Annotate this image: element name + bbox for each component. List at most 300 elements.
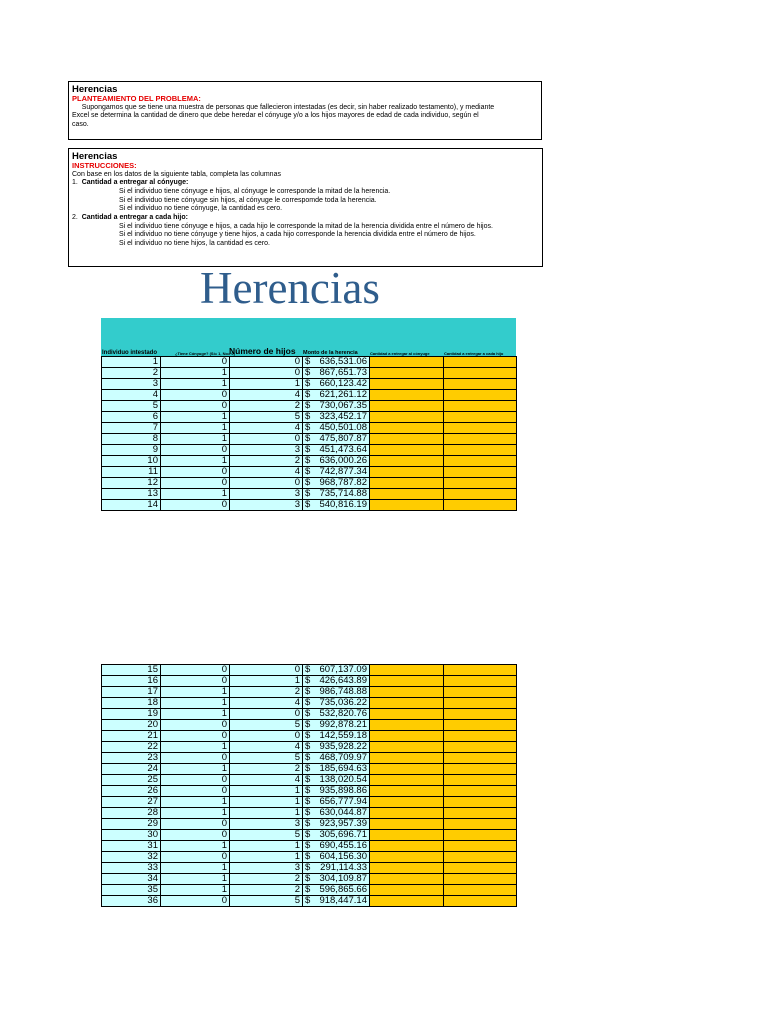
cell-cantidad-hijo[interactable] [444, 841, 517, 852]
cell-individuo[interactable]: 29 [102, 819, 161, 830]
cell-hijos[interactable]: 1 [230, 852, 303, 863]
cell-cantidad-hijo[interactable] [444, 412, 517, 423]
cell-cantidad-conyuge[interactable] [370, 863, 444, 874]
cell-individuo[interactable]: 24 [102, 764, 161, 775]
instructions-box-title: Herencias [72, 151, 118, 162]
item-1-line: Si el individuo tiene cónyuge e hijos, al cónyuge le corresponde la mitad de la herencia. [119, 187, 391, 195]
cell-monto[interactable] [303, 456, 370, 467]
cell-hijos[interactable]: 1 [230, 841, 303, 852]
cell-monto[interactable] [303, 720, 370, 731]
cell-cantidad-hijo[interactable] [444, 808, 517, 819]
cell-individuo[interactable]: 14 [102, 500, 161, 511]
cell-cantidad-conyuge[interactable] [370, 368, 444, 379]
cell-cantidad-hijo[interactable] [444, 467, 517, 478]
amount-value: 636,000.26 [319, 455, 367, 466]
cell-monto[interactable] [303, 885, 370, 896]
cell-individuo[interactable]: 25 [102, 775, 161, 786]
cell-conyuge[interactable]: 0 [161, 467, 230, 478]
cell-monto[interactable] [303, 797, 370, 808]
item-2-label: Cantidad a entregar a cada hijo: [81, 214, 188, 222]
cell-hijos[interactable]: 3 [230, 445, 303, 456]
cell-conyuge[interactable]: 0 [161, 819, 230, 830]
cell-hijos[interactable]: 0 [230, 731, 303, 742]
cell-conyuge[interactable]: 0 [161, 786, 230, 797]
cell-monto[interactable] [303, 478, 370, 489]
table-row [102, 489, 517, 500]
cell-cantidad-conyuge[interactable] [370, 676, 444, 687]
cell-cantidad-hijo[interactable] [444, 665, 517, 676]
cell-monto[interactable] [303, 896, 370, 907]
currency-symbol: $ [305, 400, 311, 411]
instructions-intro: Con base en los datos de la siguiente tabla, completa las columnas [72, 170, 281, 178]
cell-cantidad-conyuge[interactable] [370, 830, 444, 841]
cell-cantidad-conyuge[interactable] [370, 709, 444, 720]
cell-hijos[interactable]: 4 [230, 742, 303, 753]
amount-value: 867,651.73 [319, 367, 367, 378]
cell-cantidad-hijo[interactable] [444, 797, 517, 808]
cell-hijos[interactable]: 2 [230, 456, 303, 467]
cell-conyuge[interactable]: 1 [161, 698, 230, 709]
cell-individuo[interactable]: 15 [102, 665, 161, 676]
cell-cantidad-hijo[interactable] [444, 390, 517, 401]
cell-conyuge[interactable]: 1 [161, 423, 230, 434]
cell-cantidad-conyuge[interactable] [370, 753, 444, 764]
amount-value: 656,777.94 [319, 796, 367, 807]
cell-individuo[interactable]: 8 [102, 434, 161, 445]
cell-conyuge[interactable]: 0 [161, 665, 230, 676]
cell-individuo[interactable]: 34 [102, 874, 161, 885]
currency-symbol: $ [305, 389, 311, 400]
cell-hijos[interactable]: 1 [230, 786, 303, 797]
table-row [102, 445, 517, 456]
cell-monto[interactable] [303, 368, 370, 379]
amount-value: 304,109.87 [319, 873, 367, 884]
cell-conyuge[interactable]: 1 [161, 412, 230, 423]
currency-symbol: $ [305, 708, 311, 719]
cell-cantidad-hijo[interactable] [444, 874, 517, 885]
amount-value: 730,067.35 [319, 400, 367, 411]
cell-hijos[interactable]: 4 [230, 390, 303, 401]
table-row [102, 819, 517, 830]
currency-symbol: $ [305, 466, 311, 477]
header-hijos: Número de hijos [229, 346, 296, 356]
currency-symbol: $ [305, 499, 311, 510]
amount-value: 935,928.22 [319, 741, 367, 752]
cell-conyuge[interactable]: 0 [161, 401, 230, 412]
cell-conyuge[interactable]: 1 [161, 797, 230, 808]
cell-individuo[interactable]: 17 [102, 687, 161, 698]
amount-value: 323,452.17 [319, 411, 367, 422]
cell-individuo[interactable]: 26 [102, 786, 161, 797]
cell-monto[interactable] [303, 698, 370, 709]
cell-cantidad-hijo[interactable] [444, 379, 517, 390]
cell-individuo[interactable]: 30 [102, 830, 161, 841]
table-row [102, 720, 517, 731]
table-row [102, 709, 517, 720]
cell-hijos[interactable]: 5 [230, 753, 303, 764]
table-row [102, 390, 517, 401]
cell-cantidad-hijo[interactable] [444, 863, 517, 874]
cell-cantidad-conyuge[interactable] [370, 665, 444, 676]
cell-individuo[interactable]: 23 [102, 753, 161, 764]
cell-conyuge[interactable]: 0 [161, 478, 230, 489]
cell-monto[interactable] [303, 863, 370, 874]
cell-monto[interactable] [303, 357, 370, 368]
cell-cantidad-conyuge[interactable] [370, 841, 444, 852]
table-row [102, 753, 517, 764]
cell-individuo[interactable]: 21 [102, 731, 161, 742]
cell-conyuge[interactable]: 0 [161, 830, 230, 841]
cell-hijos[interactable]: 2 [230, 764, 303, 775]
cell-monto[interactable] [303, 467, 370, 478]
item-2-line: Si el individuo tiene cónyuge e hijos, a cada hijo le corresponde la mitad de la herencia dividida entre el número de hijos. [119, 222, 493, 230]
problem-line-2: Excel se determina la cantidad de dinero que debe heredar el cónyuge y/o a los hijos mayores de edad de cada individuo, según el [72, 112, 479, 120]
table-row [102, 852, 517, 863]
cell-hijos[interactable]: 0 [230, 478, 303, 489]
cell-cantidad-conyuge[interactable] [370, 896, 444, 907]
cell-cantidad-hijo[interactable] [444, 423, 517, 434]
cell-monto[interactable] [303, 841, 370, 852]
cell-individuo[interactable]: 33 [102, 863, 161, 874]
currency-symbol: $ [305, 741, 311, 752]
cell-conyuge[interactable]: 0 [161, 731, 230, 742]
cell-cantidad-conyuge[interactable] [370, 742, 444, 753]
header-conyuge: ¿Tiene Cónyuge? (Sí= 1, No= 0) [175, 351, 235, 356]
cell-cantidad-hijo[interactable] [444, 687, 517, 698]
cell-hijos[interactable]: 0 [230, 434, 303, 445]
cell-individuo[interactable]: 12 [102, 478, 161, 489]
currency-symbol: $ [305, 367, 311, 378]
amount-value: 621,261.12 [319, 389, 367, 400]
cell-hijos[interactable]: 2 [230, 885, 303, 896]
table-row [102, 808, 517, 819]
cell-cantidad-hijo[interactable] [444, 368, 517, 379]
amount-value: 935,898.86 [319, 785, 367, 796]
cell-cantidad-hijo[interactable] [444, 819, 517, 830]
cell-monto[interactable] [303, 401, 370, 412]
cell-cantidad-hijo[interactable] [444, 742, 517, 753]
amount-value: 291,114.33 [320, 862, 367, 873]
cell-cantidad-hijo[interactable] [444, 764, 517, 775]
cell-monto[interactable] [303, 808, 370, 819]
cell-cantidad-conyuge[interactable] [370, 698, 444, 709]
cell-cantidad-hijo[interactable] [444, 786, 517, 797]
cell-individuo[interactable]: 6 [102, 412, 161, 423]
cell-monto[interactable] [303, 379, 370, 390]
cell-cantidad-hijo[interactable] [444, 357, 517, 368]
cell-cantidad-hijo[interactable] [444, 445, 517, 456]
cell-hijos[interactable]: 5 [230, 412, 303, 423]
currency-symbol: $ [305, 829, 311, 840]
cell-conyuge[interactable]: 0 [161, 357, 230, 368]
cell-individuo[interactable]: 22 [102, 742, 161, 753]
cell-individuo[interactable]: 1 [102, 357, 161, 368]
cell-monto[interactable] [303, 423, 370, 434]
cell-hijos[interactable]: 3 [230, 819, 303, 830]
cell-monto[interactable] [303, 434, 370, 445]
cell-monto[interactable] [303, 709, 370, 720]
cell-conyuge[interactable]: 0 [161, 676, 230, 687]
cell-cantidad-conyuge[interactable] [370, 786, 444, 797]
cell-cantidad-conyuge[interactable] [370, 412, 444, 423]
cell-conyuge[interactable]: 1 [161, 687, 230, 698]
cell-conyuge[interactable]: 1 [161, 456, 230, 467]
item-1-line: Si el individuo no tiene cónyuge, la cantidad es cero. [119, 205, 283, 213]
cell-cantidad-hijo[interactable] [444, 456, 517, 467]
cell-monto[interactable] [303, 852, 370, 863]
cell-conyuge[interactable]: 1 [161, 434, 230, 445]
cell-conyuge[interactable]: 0 [161, 500, 230, 511]
cell-conyuge[interactable]: 0 [161, 753, 230, 764]
cell-conyuge[interactable]: 0 [161, 775, 230, 786]
cell-hijos[interactable]: 5 [230, 896, 303, 907]
cell-hijos[interactable]: 4 [230, 467, 303, 478]
cell-conyuge[interactable]: 1 [161, 863, 230, 874]
cell-hijos[interactable]: 2 [230, 401, 303, 412]
cell-cantidad-hijo[interactable] [444, 830, 517, 841]
cell-conyuge[interactable]: 1 [161, 379, 230, 390]
header-cantidad-conyuge: Cantidad a entregar al cónyuge [370, 351, 430, 356]
cell-conyuge[interactable]: 1 [161, 742, 230, 753]
cell-cantidad-hijo[interactable] [444, 709, 517, 720]
cell-hijos[interactable]: 3 [230, 500, 303, 511]
cell-monto[interactable] [303, 390, 370, 401]
table-row [102, 423, 517, 434]
cell-cantidad-conyuge[interactable] [370, 423, 444, 434]
cell-cantidad-hijo[interactable] [444, 852, 517, 863]
table-row [102, 830, 517, 841]
amount-value: 540,816.19 [319, 499, 367, 510]
currency-symbol: $ [305, 895, 311, 906]
currency-symbol: $ [305, 697, 311, 708]
currency-symbol: $ [305, 488, 311, 499]
cell-hijos[interactable]: 5 [230, 830, 303, 841]
cell-monto[interactable] [303, 676, 370, 687]
cell-individuo[interactable]: 10 [102, 456, 161, 467]
cell-individuo[interactable]: 4 [102, 390, 161, 401]
cell-cantidad-hijo[interactable] [444, 500, 517, 511]
cell-monto[interactable] [303, 786, 370, 797]
cell-cantidad-hijo[interactable] [444, 698, 517, 709]
cell-conyuge[interactable]: 0 [161, 720, 230, 731]
cell-conyuge[interactable]: 1 [161, 885, 230, 896]
cell-individuo[interactable]: 19 [102, 709, 161, 720]
table-row [102, 665, 517, 676]
cell-cantidad-conyuge[interactable] [370, 819, 444, 830]
cell-cantidad-conyuge[interactable] [370, 445, 444, 456]
problem-line-1: Supongamos que se tiene una muestra de personas que fallecieron intestadas (es decir, sin haber realizado testamento), y mediante [72, 103, 495, 111]
cell-hijos[interactable]: 3 [230, 489, 303, 500]
instructions-label: INSTRUCCIONES: [72, 161, 137, 170]
cell-monto[interactable] [303, 742, 370, 753]
cell-cantidad-conyuge[interactable] [370, 357, 444, 368]
currency-symbol: $ [305, 752, 311, 763]
cell-hijos[interactable]: 2 [230, 687, 303, 698]
cell-individuo[interactable]: 2 [102, 368, 161, 379]
cell-cantidad-conyuge[interactable] [370, 852, 444, 863]
cell-hijos[interactable]: 0 [230, 665, 303, 676]
cell-hijos[interactable]: 1 [230, 379, 303, 390]
cell-cantidad-conyuge[interactable] [370, 687, 444, 698]
cell-cantidad-conyuge[interactable] [370, 720, 444, 731]
cell-hijos[interactable]: 1 [230, 797, 303, 808]
header-individuo: Individuo intestado [102, 350, 157, 356]
cell-cantidad-conyuge[interactable] [370, 434, 444, 445]
currency-symbol: $ [305, 862, 311, 873]
instructions-box [68, 148, 543, 267]
cell-cantidad-hijo[interactable] [444, 885, 517, 896]
cell-individuo[interactable]: 35 [102, 885, 161, 896]
table-row [102, 687, 517, 698]
cell-individuo[interactable]: 13 [102, 489, 161, 500]
cell-individuo[interactable]: 28 [102, 808, 161, 819]
cell-cantidad-conyuge[interactable] [370, 478, 444, 489]
cell-individuo[interactable]: 5 [102, 401, 161, 412]
cell-cantidad-conyuge[interactable] [370, 390, 444, 401]
cell-cantidad-hijo[interactable] [444, 434, 517, 445]
cell-individuo[interactable]: 32 [102, 852, 161, 863]
item-2-number: 2. [72, 214, 78, 222]
header-monto: Monto de la herencia [303, 350, 358, 356]
cell-individuo[interactable]: 3 [102, 379, 161, 390]
cell-individuo[interactable]: 20 [102, 720, 161, 731]
currency-symbol: $ [305, 774, 311, 785]
cell-cantidad-hijo[interactable] [444, 775, 517, 786]
cell-monto[interactable] [303, 445, 370, 456]
cell-cantidad-conyuge[interactable] [370, 731, 444, 742]
problem-label: PLANTEAMIENTO DEL PROBLEMA: [72, 94, 201, 103]
cell-individuo[interactable]: 7 [102, 423, 161, 434]
cell-cantidad-hijo[interactable] [444, 753, 517, 764]
cell-cantidad-hijo[interactable] [444, 401, 517, 412]
amount-value: 185,694.63 [319, 763, 367, 774]
header-cantidad-hijo: Cantidad a entregar a cada hijo [444, 351, 504, 356]
cell-monto[interactable] [303, 687, 370, 698]
table-row [102, 698, 517, 709]
cell-conyuge[interactable]: 1 [161, 368, 230, 379]
cell-monto[interactable] [303, 874, 370, 885]
table-row [102, 368, 517, 379]
cell-monto[interactable] [303, 665, 370, 676]
cell-cantidad-hijo[interactable] [444, 478, 517, 489]
amount-value: 138,020.54 [319, 774, 367, 785]
cell-hijos[interactable]: 4 [230, 698, 303, 709]
cell-cantidad-conyuge[interactable] [370, 885, 444, 896]
cell-conyuge[interactable]: 1 [161, 874, 230, 885]
cell-individuo[interactable]: 36 [102, 896, 161, 907]
cell-conyuge[interactable]: 1 [161, 808, 230, 819]
amount-value: 735,714.88 [319, 488, 367, 499]
cell-hijos[interactable]: 3 [230, 863, 303, 874]
cell-cantidad-conyuge[interactable] [370, 797, 444, 808]
cell-hijos[interactable]: 0 [230, 368, 303, 379]
cell-monto[interactable] [303, 489, 370, 500]
cell-cantidad-conyuge[interactable] [370, 764, 444, 775]
cell-conyuge[interactable]: 1 [161, 709, 230, 720]
currency-symbol: $ [305, 477, 311, 488]
cell-conyuge[interactable]: 0 [161, 390, 230, 401]
cell-conyuge[interactable]: 0 [161, 896, 230, 907]
cell-individuo[interactable]: 9 [102, 445, 161, 456]
cell-hijos[interactable]: 1 [230, 808, 303, 819]
problem-line-3: caso. [72, 120, 89, 128]
table-row [102, 896, 517, 907]
cell-cantidad-conyuge[interactable] [370, 500, 444, 511]
currency-symbol: $ [305, 840, 311, 851]
cell-hijos[interactable]: 0 [230, 357, 303, 368]
cell-hijos[interactable]: 5 [230, 720, 303, 731]
cell-monto[interactable] [303, 830, 370, 841]
cell-monto[interactable] [303, 731, 370, 742]
data-table-part-2 [101, 664, 517, 907]
table-row [102, 434, 517, 445]
cell-cantidad-conyuge[interactable] [370, 467, 444, 478]
cell-individuo[interactable]: 16 [102, 676, 161, 687]
table-header [101, 318, 516, 356]
cell-individuo[interactable]: 27 [102, 797, 161, 808]
cell-cantidad-hijo[interactable] [444, 676, 517, 687]
amount-value: 532,820.76 [319, 708, 367, 719]
cell-cantidad-hijo[interactable] [444, 731, 517, 742]
cell-conyuge[interactable]: 1 [161, 489, 230, 500]
table-row [102, 874, 517, 885]
cell-conyuge[interactable]: 1 [161, 841, 230, 852]
cell-monto[interactable] [303, 764, 370, 775]
item-2-line: Si el individuo no tiene hijos, la cantidad es cero. [119, 240, 270, 248]
cell-hijos[interactable]: 4 [230, 775, 303, 786]
currency-symbol: $ [305, 411, 311, 422]
cell-cantidad-hijo[interactable] [444, 896, 517, 907]
cell-individuo[interactable]: 11 [102, 467, 161, 478]
cell-hijos[interactable]: 1 [230, 676, 303, 687]
currency-symbol: $ [305, 851, 311, 862]
item-2-line: Si el individuo no tiene cónyuge y tiene hijos, a cada hijo corresponde la herencia dividida entre el número de hijos. [119, 231, 476, 239]
amount-value: 992,878.21 [319, 719, 367, 730]
cell-monto[interactable] [303, 412, 370, 423]
currency-symbol: $ [305, 785, 311, 796]
cell-cantidad-conyuge[interactable] [370, 456, 444, 467]
table-row [102, 379, 517, 390]
amount-value: 468,709.97 [319, 752, 367, 763]
currency-symbol: $ [305, 686, 311, 697]
cell-monto[interactable] [303, 819, 370, 830]
cell-individuo[interactable]: 18 [102, 698, 161, 709]
cell-cantidad-conyuge[interactable] [370, 401, 444, 412]
cell-individuo[interactable]: 31 [102, 841, 161, 852]
cell-conyuge[interactable]: 1 [161, 764, 230, 775]
cell-hijos[interactable]: 4 [230, 423, 303, 434]
cell-cantidad-hijo[interactable] [444, 720, 517, 731]
cell-cantidad-conyuge[interactable] [370, 808, 444, 819]
instruction-item-1 [69, 179, 542, 188]
cell-cantidad-conyuge[interactable] [370, 489, 444, 500]
cell-monto[interactable] [303, 775, 370, 786]
cell-cantidad-conyuge[interactable] [370, 775, 444, 786]
cell-cantidad-conyuge[interactable] [370, 379, 444, 390]
table-row [102, 775, 517, 786]
cell-monto[interactable] [303, 753, 370, 764]
item-1-number: 1. [72, 179, 78, 187]
cell-conyuge[interactable]: 0 [161, 852, 230, 863]
cell-cantidad-conyuge[interactable] [370, 874, 444, 885]
cell-hijos[interactable]: 2 [230, 874, 303, 885]
amount-value: 451,473.64 [319, 444, 367, 455]
cell-hijos[interactable]: 0 [230, 709, 303, 720]
table-row [102, 500, 517, 511]
cell-cantidad-hijo[interactable] [444, 489, 517, 500]
cell-monto[interactable] [303, 500, 370, 511]
cell-conyuge[interactable]: 0 [161, 445, 230, 456]
